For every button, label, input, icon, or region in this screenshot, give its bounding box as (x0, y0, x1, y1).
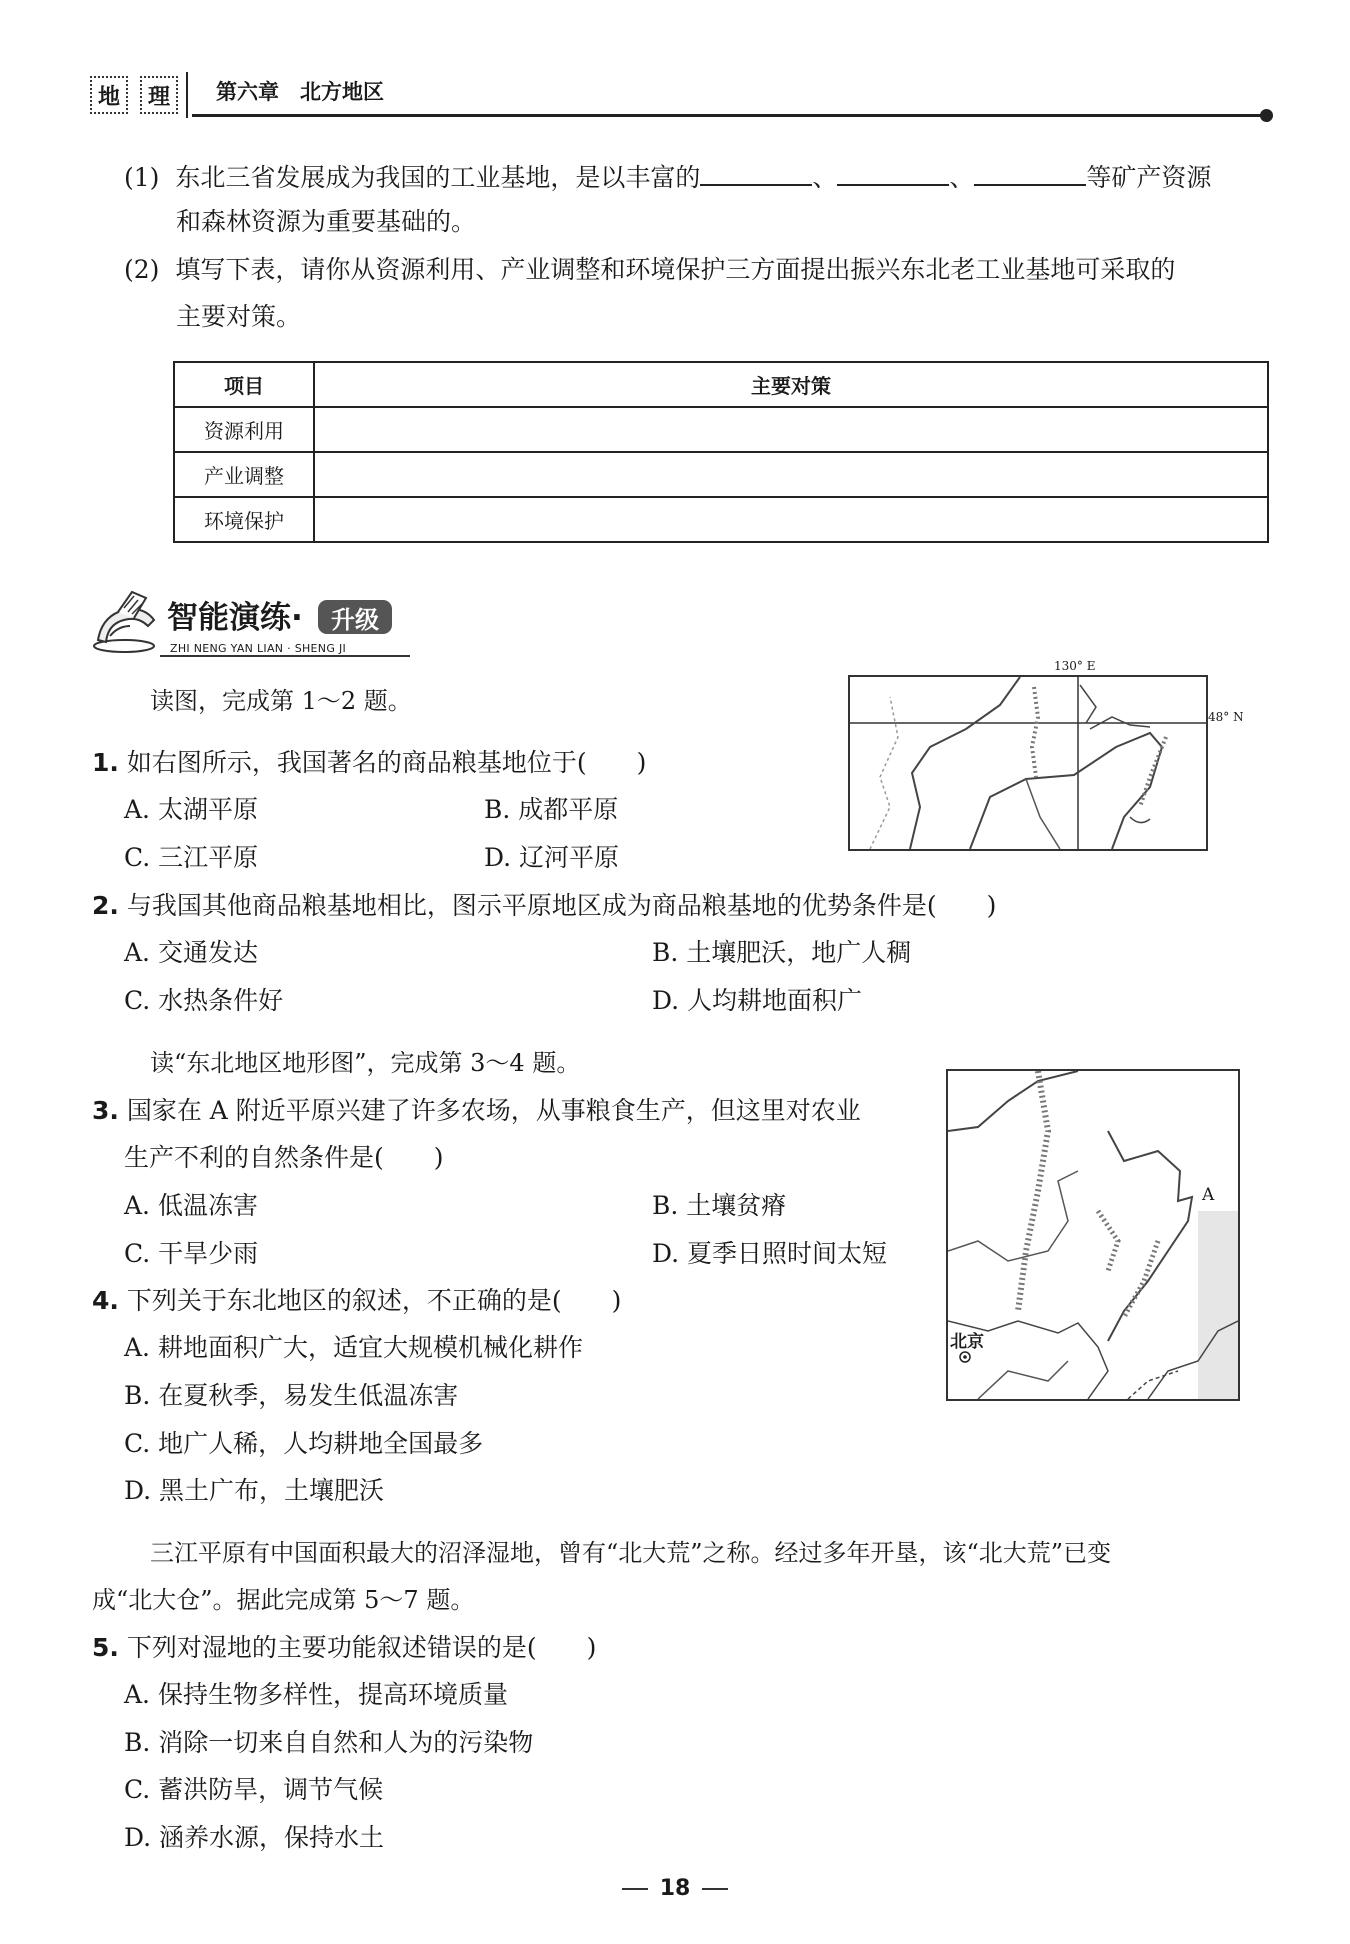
subject-char-2: 理 (140, 76, 178, 114)
part1-line1 (124, 158, 1211, 195)
q3-num: 3. (92, 1096, 119, 1125)
page-number-value: 18 (659, 1876, 691, 1901)
map1-lon-label: 130° E (1054, 659, 1096, 673)
intro-q5-7-line1: 三江平原有中国面积最大的沼泽湿地，曾有“北大荒”之称。经过多年开垦，该“北大荒”已变 (150, 1539, 1112, 1567)
map-sanjiang-plain (848, 675, 1208, 851)
map2-label-a: A (1202, 1185, 1215, 1205)
q2-option-b[interactable]: B. 土壤肥沃，地广人稠 (652, 938, 912, 967)
q3-option-d[interactable]: D. 夏季日照时间太短 (652, 1239, 888, 1268)
q4-stem (92, 1284, 621, 1318)
q2-option-c[interactable]: C. 水热条件好 (124, 986, 284, 1015)
subject-char-1: 地 (90, 76, 128, 114)
q5-option-d[interactable]: D. 涵养水源，保持水土 (124, 1823, 385, 1852)
table-row-label: 资源利用 (174, 407, 314, 452)
q3-option-b[interactable]: B. 土壤贫瘠 (652, 1191, 787, 1220)
q1-option-d[interactable]: D. 辽河平原 (484, 843, 620, 872)
table-row-label: 产业调整 (174, 452, 314, 497)
strategy-table (173, 361, 1269, 543)
q4-option-d[interactable]: D. 黑土广布，土壤肥沃 (124, 1476, 385, 1505)
page-dash-right (702, 1888, 728, 1890)
part1-text: 东北三省发展成为我国的工业基地，是以丰富的 (175, 163, 701, 192)
q4-option-b[interactable]: B. 在夏秋季，易发生低温冻害 (124, 1381, 459, 1410)
header-dot (1260, 109, 1273, 122)
q4-num: 4. (92, 1286, 119, 1315)
part1-line2: 和森林资源为重要基础的。 (176, 207, 477, 236)
q2-option-d[interactable]: D. 人均耕地面积广 (652, 986, 863, 1015)
q4-option-c[interactable]: C. 地广人稀，人均耕地全国最多 (124, 1429, 484, 1458)
section-title: 智能演练· (167, 600, 303, 636)
table-header-item: 项目 (174, 362, 314, 407)
separator: 、 (812, 163, 838, 192)
intro-q5-7-line2: 成“北大仓”。据此完成第 5～7 题。 (92, 1586, 475, 1614)
section-subtitle: ZHI NENG YAN LIAN · SHENG JI (170, 642, 347, 655)
q1-option-a[interactable]: A. 太湖平原 (124, 795, 258, 824)
q5-num: 5. (92, 1633, 119, 1662)
table-answer-cell[interactable] (314, 497, 1268, 542)
q5-option-c[interactable]: C. 蓄洪防旱，调节气候 (124, 1775, 384, 1804)
q5-option-b[interactable]: B. 消除一切来自自然和人为的污染物 (124, 1728, 534, 1757)
table-answer-cell[interactable] (314, 452, 1268, 497)
table-row (174, 452, 1268, 497)
page-number (0, 1876, 1350, 1901)
q3-stem-line2: 生产不利的自然条件是( ) (124, 1143, 444, 1172)
table-row (174, 407, 1268, 452)
q3-option-a[interactable]: A. 低温冻害 (124, 1191, 258, 1220)
q5-option-a[interactable]: A. 保持生物多样性，提高环境质量 (124, 1680, 508, 1709)
chapter-title: 第六章 北方地区 (216, 80, 384, 104)
part1-num: (1) (124, 163, 160, 192)
intro-q1-2: 读图，完成第 1～2 题。 (150, 687, 412, 715)
q1-option-b[interactable]: B. 成都平原 (484, 795, 619, 824)
part2-text: 填写下表，请你从资源利用、产业调整和环境保护三方面提出振兴东北老工业基地可采取的 (175, 255, 1176, 284)
q1-text: 如右图所示，我国著名的商品粮基地位于( ) (126, 748, 647, 777)
table-row (174, 497, 1268, 542)
table-answer-cell[interactable] (314, 407, 1268, 452)
q1-stem (92, 746, 646, 780)
header-rule (192, 114, 1262, 117)
separator: 、 (949, 163, 975, 192)
q1-num: 1. (92, 748, 119, 777)
q2-option-a[interactable]: A. 交通发达 (124, 938, 258, 967)
part1-tail: 等矿产资源 (1086, 163, 1212, 192)
header-divider (186, 72, 188, 118)
book-icon (88, 586, 164, 660)
q4-option-a[interactable]: A. 耕地面积广大，适宜大规模机械化耕作 (124, 1333, 583, 1362)
q2-num: 2. (92, 891, 119, 920)
answer-blank-2[interactable] (837, 158, 949, 186)
part2-num: (2) (124, 255, 160, 284)
page-dash-left (622, 1888, 648, 1890)
table-header-strategy: 主要对策 (314, 362, 1268, 407)
section-badge: 升级 (318, 600, 392, 634)
section-rule (160, 655, 410, 657)
q5-text: 下列对湿地的主要功能叙述错误的是( ) (126, 1633, 597, 1662)
q3-option-c[interactable]: C. 干旱少雨 (124, 1239, 259, 1268)
q5-stem (92, 1631, 596, 1665)
map1-lat-label: 48° N (1208, 710, 1244, 724)
answer-blank-3[interactable] (974, 158, 1086, 186)
q4-text: 下列关于东北地区的叙述，不正确的是( ) (126, 1286, 622, 1315)
map2-label-beijing: 北京 (950, 1332, 984, 1352)
q3-text: 国家在 A 附近平原兴建了许多农场，从事粮食生产，但这里对农业 (126, 1096, 861, 1125)
answer-blank-1[interactable] (700, 158, 812, 186)
part2-line1 (124, 253, 1175, 287)
q1-option-c[interactable]: C. 三江平原 (124, 843, 259, 872)
table-row-label: 环境保护 (174, 497, 314, 542)
map-northeast-terrain (946, 1069, 1240, 1401)
part2-line2: 主要对策。 (176, 302, 302, 331)
q2-text: 与我国其他商品粮基地相比，图示平原地区成为商品粮基地的优势条件是( ) (126, 891, 997, 920)
q2-stem (92, 889, 996, 923)
intro-q3-4: 读“东北地区地形图”，完成第 3～4 题。 (150, 1049, 581, 1077)
table-header-row (174, 362, 1268, 407)
q3-stem-line1 (92, 1094, 861, 1128)
